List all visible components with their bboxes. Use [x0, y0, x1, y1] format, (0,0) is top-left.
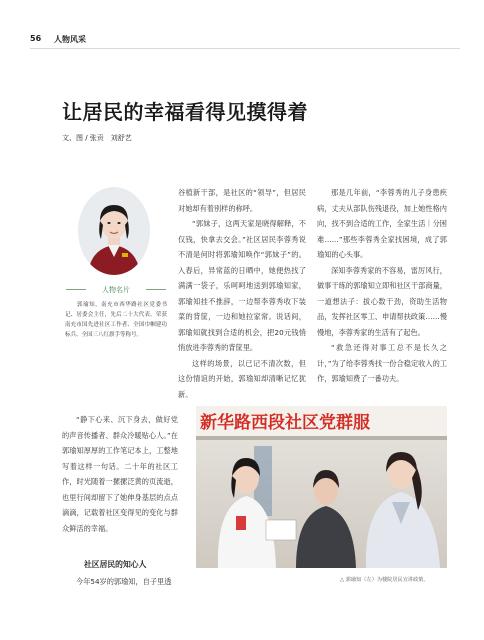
body-paragraph: “郭妹子，这两天家是晓得解释，不仅钱，快拿去交会。”社区居民李蓉秀说不清是何时将郭瑜知唤作“郭妹子”的。入春后，异常蓝的日晒中，她便热找了满满一袋子，乐呵呵地送到郭瑜知家，郭瑜知挂不推辞，一边帮李蓉秀收下装菜的背筐，一边和她拉家常。说话间，郭瑜知就找到合适的机会，把20元钱悄悄放进李蓉秀的背筐里。 [178, 219, 306, 352]
profile-rule-right [146, 289, 166, 290]
body-paragraph: 那是几年前，“李蓉秀的儿子身患疾病，丈夫从部队伤残退役，加上她性格内向，找不到合适的工作，全家生活｜分困难……”那些李蓉秀全家找困境，成了郭瑜知的心头事。 [317, 188, 447, 259]
body-column-left [62, 412, 178, 536]
subheading: 社区居民的知心人 [84, 560, 147, 569]
body-paragraph: “静下心来、沉下身去，做好党的声音传播者、群众冷暖贴心人。”在郭瑜知厚厚的工作笔记本上，工整地写着这样一句话。二十年的社区工作，时光随着一摞摞泛黄的页流逝，也里行间却留下了她伸身基层的点点滴滴，记载着社区变得见的变化与群众鲜活的幸福。 [62, 415, 178, 533]
body-column-1 [178, 185, 306, 402]
body-paragraph: 这样的场景，以已记不清次数，但这份情谊的开始，郭瑜知却清晰记忆犹新。 [178, 358, 306, 399]
header-divider [30, 48, 460, 49]
article-title: 让居民的幸福看得见摸得着 [62, 100, 308, 124]
body-paragraph: 今年54岁的郭瑜知，自子里透 [76, 577, 172, 586]
byline: 文、图 / 张贡 刘舒艺 [62, 134, 132, 142]
profile-title: 人物名片 [102, 286, 130, 294]
portrait-photo [78, 187, 150, 275]
profile-description: 郭瑜知，南充市西华路社区党委书记、居委会主任，先后二十大代表。荣获南充市国先进社区工作者、全国巾帼建功标兵、全国三八红旗手等称号。 [65, 302, 167, 338]
banner-text: 新华路西段社区党群服 [200, 413, 370, 433]
body-paragraph: 深知李蓉秀家的不容易，雷厉风行，做事干练的郭瑜知立即和社区干部商量，一道想法子：拔心数干劲，资助生活物品，发挥社区零工、申请帮扶政策……慢慢地，李蓉秀家的生活有了起色。 [317, 265, 447, 337]
event-photo [196, 406, 447, 568]
body-paragraph: “救急还得对事工总不是长久之计，”为了给李蓉秀找一份合稳定收入的工作，郭瑜知费了一番功夫。 [317, 343, 447, 383]
body-column-left-continued [62, 574, 178, 590]
photo-caption: △ 郭瑜知（左）为楼院居民宣讲政策。 [340, 577, 429, 583]
section-title: 人物风采 [54, 35, 86, 44]
body-column-2 [317, 185, 447, 387]
page-number: 56 [30, 34, 42, 43]
body-paragraph: 谷植新干部，是社区的“领导”，但居民对她却有着别样的称呼。 [178, 188, 306, 213]
